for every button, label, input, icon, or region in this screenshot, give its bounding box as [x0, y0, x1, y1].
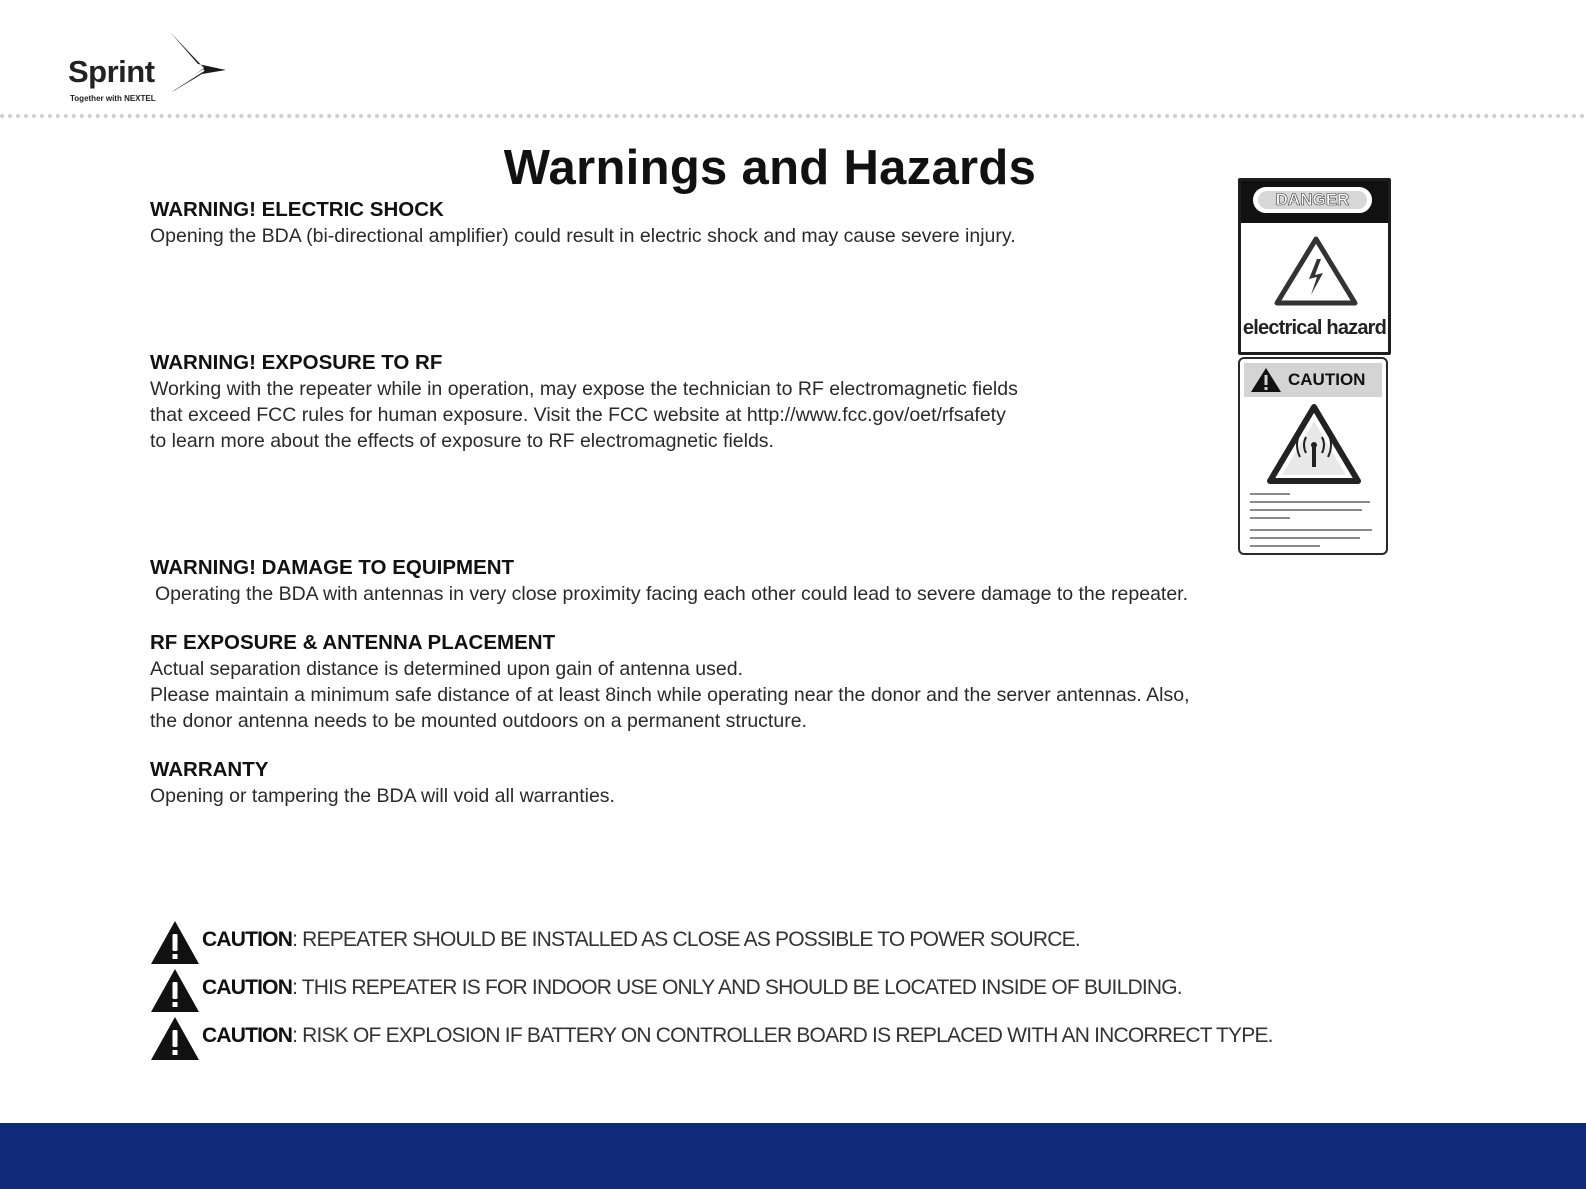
warning-triangle-icon: [1250, 367, 1282, 393]
section-text: Working with the repeater while in operation, may expose the technician to RF electromagnetic fields: [150, 378, 1018, 400]
section-electric-shock: [150, 197, 1016, 249]
sprint-logo: [66, 30, 246, 110]
caution-text: : THIS REPEATER IS FOR INDOOR USE ONLY AND SHOULD BE LOCATED INSIDE OF BUILDING.: [292, 976, 1182, 999]
section-damage-equipment: [150, 555, 1188, 607]
caution-rf-sign: [1238, 357, 1388, 555]
electrical-hazard-icon: [1273, 235, 1359, 307]
logo-brand: Sprint: [68, 54, 155, 89]
caution-label: CAUTION: [202, 1024, 293, 1047]
fine-print: [1250, 517, 1290, 519]
section-heading: WARNING! ELECTRIC SHOCK: [150, 198, 444, 221]
page-title: Warnings and Hazards: [503, 141, 1037, 195]
logo-tagline: Together with NEXTEL: [70, 94, 156, 103]
fine-print: [1250, 545, 1320, 547]
fine-print: [1250, 509, 1362, 511]
fine-print: [1250, 501, 1370, 503]
caution-label: CAUTION: [202, 928, 293, 951]
section-text: Operating the BDA with antennas in very close proximity facing each other could lead to severe damage to the repeater.: [155, 583, 1189, 605]
caution-text: : REPEATER SHOULD BE INSTALLED AS CLOSE AS POSSIBLE TO POWER SOURCE.: [292, 928, 1080, 951]
sprint-wing-icon: [164, 30, 234, 100]
section-heading: WARRANTY: [150, 758, 269, 781]
caution-sign-header: [1244, 363, 1382, 397]
caution-label: CAUTION: [202, 976, 293, 999]
section-text: Opening the BDA (bi-directional amplifier) could result in electric shock and may cause severe injury.: [150, 225, 1016, 247]
warning-triangle-icon: [150, 919, 200, 965]
section-heading: RF EXPOSURE & ANTENNA PLACEMENT: [150, 631, 556, 654]
danger-sign-header: [1241, 181, 1388, 223]
warning-triangle-icon: [150, 967, 200, 1013]
warning-triangle-icon: [150, 1015, 200, 1061]
fine-print: [1250, 529, 1372, 531]
section-heading: WARNING! DAMAGE TO EQUIPMENT: [150, 556, 515, 579]
danger-label: DANGER: [1258, 191, 1367, 209]
fine-print: [1250, 493, 1290, 495]
section-heading: WARNING! EXPOSURE TO RF: [150, 351, 443, 374]
section-rf-exposure: [150, 350, 1018, 454]
section-text: the donor antenna needs to be mounted outdoors on a permanent structure.: [150, 710, 807, 732]
caution-sign-label: CAUTION: [1288, 370, 1366, 389]
danger-sign: [1238, 178, 1391, 355]
fine-print: [1250, 537, 1360, 539]
section-text: Actual separation distance is determined upon gain of antenna used.: [150, 658, 743, 680]
electrical-hazard-label: electrical hazard: [1242, 317, 1387, 339]
rf-radiation-icon: [1266, 403, 1362, 485]
section-text: that exceed FCC rules for human exposure. Visit the FCC website at http://www.fcc.gov/oet/rfsafety: [150, 404, 1006, 426]
footer-bar: [0, 1123, 1586, 1189]
caution-text: : RISK OF EXPLOSION IF BATTERY ON CONTROLLER BOARD IS REPLACED WITH AN INCORRECT TYPE.: [292, 1024, 1273, 1047]
section-text: Opening or tampering the BDA will void all warranties.: [150, 785, 615, 807]
section-warranty: [150, 757, 615, 809]
header-divider: [0, 114, 1586, 118]
section-antenna-placement: [150, 630, 1190, 734]
section-text: to learn more about the effects of exposure to RF electromagnetic fields.: [150, 430, 774, 452]
section-text: Please maintain a minimum safe distance of at least 8inch while operating near the donor and the server antennas. Also,: [150, 684, 1190, 706]
